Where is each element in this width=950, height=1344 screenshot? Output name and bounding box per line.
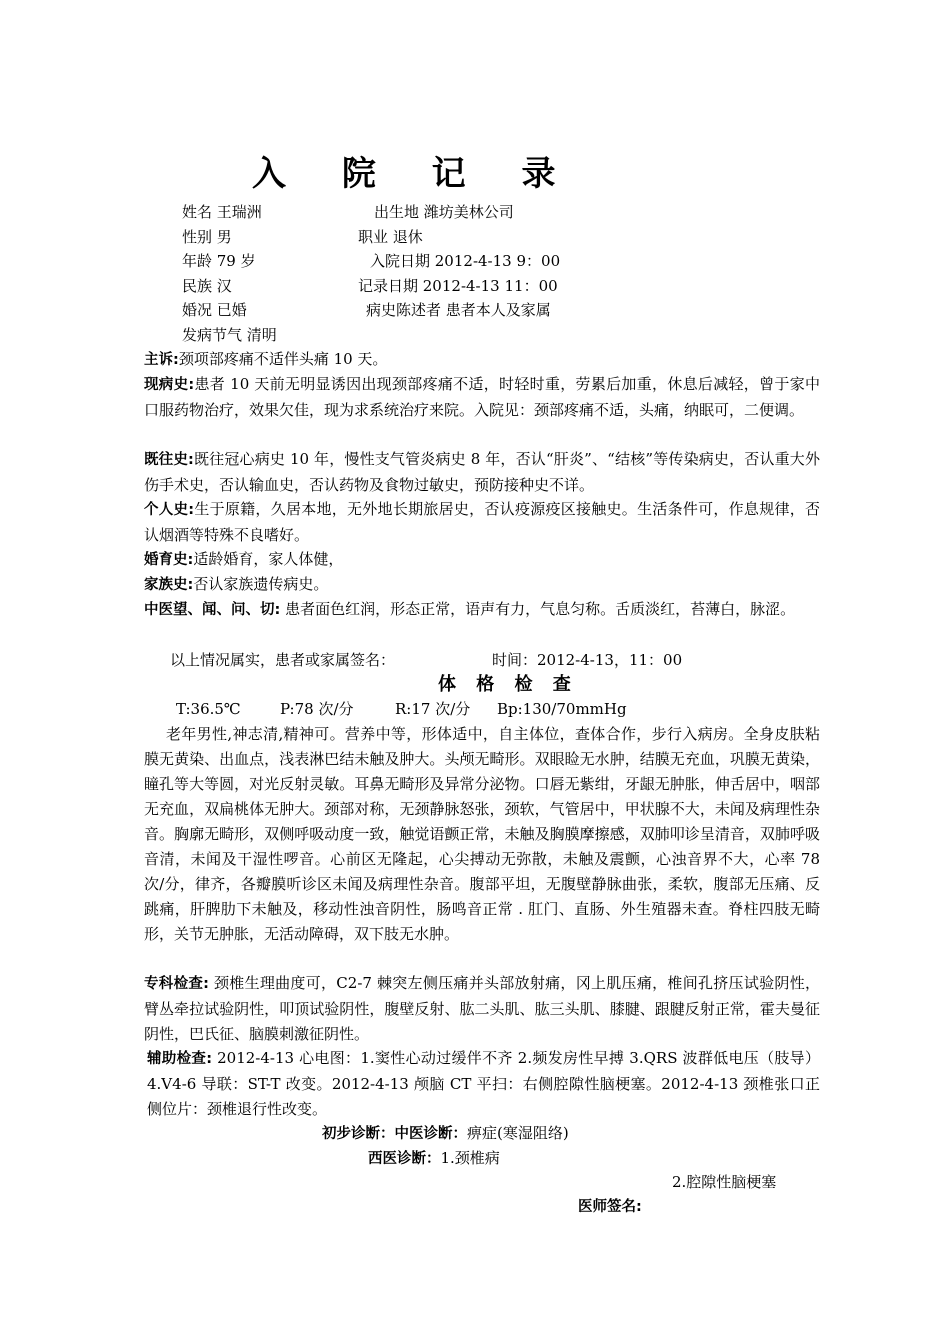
patient-name: 姓名 王瑞洲 <box>182 203 262 221</box>
auxiliary-exam <box>147 1046 820 1122</box>
tcm-four-diagnostics <box>144 597 834 623</box>
initial-diagnosis-label: 初步诊断： <box>322 1126 395 1142</box>
general-exam: 老年男性,神志清,精神可。营养中等，形体适中，自主体位，查体合作，步行入病房。全身皮肤粘膜无黄染、出血点，浅表淋巴结未触及肿大。头颅无畸形。双眼睑无水肿，结膜无充血，巩膜无黄染，瞳孔等大等圆，对光反射灵敏。耳鼻无畸形及异常分泌物。口唇无紫绀，牙龈无肿胀，伸舌居中，咽部无充血，双扁桃体无肿大。颈部对称，无颈静脉怒张，颈软，气管居中，甲状腺不大，未闻及病理性杂音。胸廓无畸形，双侧呼吸动度一致，触觉语颤正常，未触及胸膜摩擦感，双肺叩诊呈清音，双肺呼吸音清，未闻及干湿性啰音。心前区无隆起，心尖搏动无弥散，未触及震颤，心浊音界不大，心率 78 次/分，律齐，各瓣膜听诊区未闻及病理性杂音。腹部平坦，无腹壁静脉曲张，柔软，腹部无压痛、反跳痛，肝脾肋下未触及，移动性浊音阴性，肠鸣音正常 . 肛门、直肠、外生殖器未查。脊柱四肢无畸形，关节无肿胀，无活动障碍，双下肢无水肿。 <box>144 725 820 943</box>
patient-occupation: 职业 退休 <box>358 228 423 246</box>
marriage-history-text: 适龄婚育，家人体健， <box>193 550 344 568</box>
specialty-exam-label: 专科检查: <box>144 976 209 992</box>
patient-marital: 婚况 已婚 <box>182 301 247 319</box>
admission-date: 入院日期 2012-4-13 9：00 <box>370 252 561 270</box>
tcm-diagnosis-label: 中医诊断： <box>394 1126 467 1142</box>
family-history <box>144 572 820 598</box>
past-history <box>144 447 820 498</box>
doctor-signature-label: 医师签名: <box>578 1199 642 1215</box>
western-diagnosis-item-2: 2.腔隙性脑梗塞 <box>672 1173 777 1191</box>
family-history-text: 否认家族遗传病史。 <box>193 575 329 593</box>
record-date: 记录日期 2012-4-13 11：00 <box>358 277 558 295</box>
signature-statement: 以上情况属实，患者或家属签名： <box>170 651 396 669</box>
present-illness-label: 现病史: <box>144 377 195 393</box>
western-diagnosis <box>368 1146 500 1171</box>
vital-respiration: R:17 次/分 <box>395 700 471 718</box>
physical-exam-title: 体 格 检 查 <box>438 674 578 695</box>
initial-diagnosis <box>322 1121 569 1146</box>
auxiliary-exam-text: 2012-4-13 心电图：1.窦性心动过缓伴不齐 2.频发房性早搏 3.QRS 波群低电压（肢导）4.V4-6 导联：ST-T 改变。2012-4-13 颅脑 CT 平扫：右侧腔隙性脑梗塞。2012-4-13 颈椎张口正侧位片：颈椎退行性改变。 <box>147 1049 820 1118</box>
personal-history <box>144 497 820 548</box>
chief-complaint-text: 颈项部疼痛不适伴头痛 10 天。 <box>178 350 388 368</box>
signature-time: 时间：2012-4-13，11：00 <box>492 651 683 669</box>
personal-history-text: 生于原籍，久居本地，无外地长期旅居史，否认疫源疫区接触史。生活条件可，作息规律，否认烟酒等特殊不良嗜好。 <box>144 500 820 544</box>
western-diagnosis-label: 西医诊断： <box>368 1151 441 1167</box>
present-illness-text: 患者 10 天前无明显诱因出现颈部疼痛不适，时轻时重，劳累后加重，休息后减轻，曾于家中口服药物治疗，效果欠佳，现为求系统治疗来院。入院见：颈部疼痛不适，头痛，纳眠可，二便调。 <box>144 375 820 419</box>
chief-complaint-label: 主诉: <box>144 352 179 368</box>
western-diagnosis-item-1: 1.颈椎病 <box>440 1149 500 1167</box>
patient-sex: 性别 男 <box>182 228 232 246</box>
vital-pulse: P:78 次/分 <box>280 700 354 718</box>
vital-temperature: T:36.5℃ <box>176 700 241 718</box>
auxiliary-exam-label: 辅助检查: <box>147 1051 213 1067</box>
tcm-four-diagnostics-label: 中医望、闻、问、切: <box>144 602 281 618</box>
marriage-history-label: 婚育史: <box>144 552 194 568</box>
specialty-exam-text: 颈椎生理曲度可，C2-7 棘突左侧压痛并头部放射痛，冈上肌压痛，椎间孔挤压试验阴性，臂丛牵拉试验阴性，叩顶试验阴性，腹壁反射、肱二头肌、肱三头肌、膝腱、跟腱反射正常，霍夫曼征阴性，巴氏征、脑膜刺激征阴性。 <box>144 974 820 1043</box>
tcm-four-diagnostics-text: 患者面色红润，形态正常，语声有力，气息匀称。舌质淡红，苔薄白，脉涩。 <box>280 600 796 618</box>
chief-complaint <box>144 347 820 373</box>
patient-birthplace: 出生地 潍坊美林公司 <box>374 203 514 221</box>
tcm-diagnosis-text: 痹症(寒湿阻络) <box>467 1124 569 1142</box>
patient-ethnicity: 民族 汉 <box>182 277 232 295</box>
past-history-text: 既往冠心病史 10 年，慢性支气管炎病史 8 年，否认“肝炎”、“结核”等传染病史，否认重大外伤手术史，否认输血史，否认药物及食物过敏史，预防接种史不详。 <box>144 450 820 494</box>
vital-blood-pressure: Bp:130/70mmHg <box>497 700 627 718</box>
patient-age: 年龄 79 岁 <box>182 252 256 270</box>
page-title: 入 院 记 录 <box>252 154 578 194</box>
family-history-label: 家族史: <box>144 577 194 593</box>
past-history-label: 既往史: <box>144 452 194 468</box>
onset-season: 发病节气 清明 <box>182 326 277 344</box>
marriage-history <box>144 547 820 573</box>
specialty-exam <box>144 971 820 1047</box>
history-narrator: 病史陈述者 患者本人及家属 <box>366 301 551 319</box>
present-illness <box>144 372 820 423</box>
personal-history-label: 个人史: <box>144 502 195 518</box>
